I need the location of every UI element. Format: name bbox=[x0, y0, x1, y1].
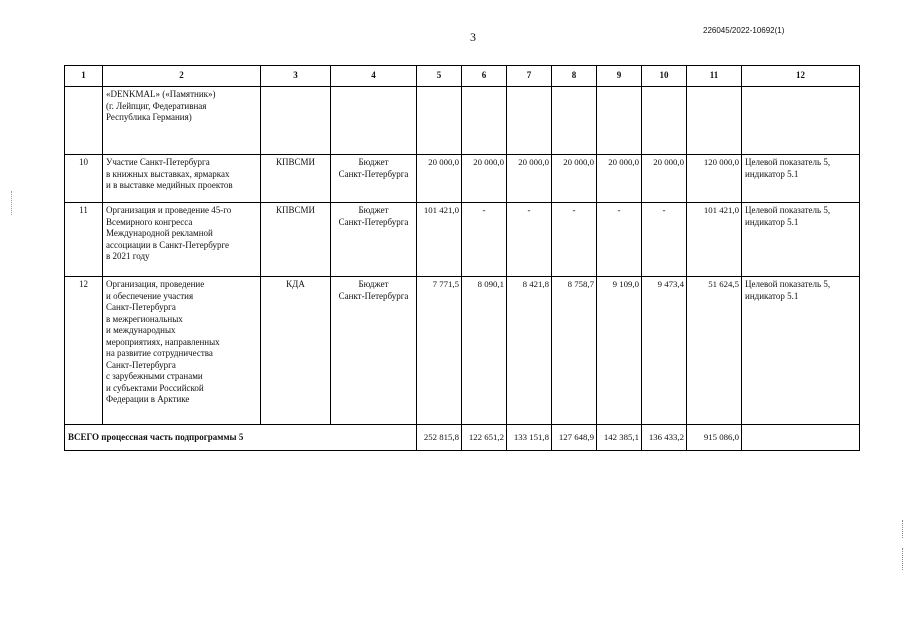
value-cell: - bbox=[552, 203, 597, 277]
row-number: 11 bbox=[65, 203, 103, 277]
total-cell: 142 385,1 bbox=[597, 425, 642, 451]
column-header: 12 bbox=[742, 66, 860, 87]
value-cell bbox=[417, 87, 462, 155]
column-header: 6 bbox=[462, 66, 507, 87]
column-header: 9 bbox=[597, 66, 642, 87]
activity-name: «DENKMAL» («Памятник») (г. Лейпциг, Федеративная Республика Германия) bbox=[103, 87, 261, 155]
column-header: 8 bbox=[552, 66, 597, 87]
value-cell bbox=[552, 87, 597, 155]
scan-edge-mark bbox=[902, 520, 904, 538]
funding-source bbox=[331, 87, 417, 155]
value-cell: 7 771,5 bbox=[417, 277, 462, 425]
total-row bbox=[65, 425, 860, 451]
header-row bbox=[65, 66, 860, 87]
scan-margin-mark bbox=[11, 191, 13, 215]
empty-cell bbox=[742, 425, 860, 451]
executor bbox=[261, 87, 331, 155]
value-cell: 20 000,0 bbox=[462, 155, 507, 203]
table-row bbox=[65, 203, 860, 277]
total-label: ВСЕГО процессная часть подпрограммы 5 bbox=[65, 425, 417, 451]
value-cell: 20 000,0 bbox=[597, 155, 642, 203]
total-value-cell: 51 624,5 bbox=[687, 277, 742, 425]
value-cell: 20 000,0 bbox=[507, 155, 552, 203]
value-cell: 8 090,1 bbox=[462, 277, 507, 425]
value-cell: 20 000,0 bbox=[552, 155, 597, 203]
total-value-cell: 101 421,0 bbox=[687, 203, 742, 277]
funding-source: Бюджет Санкт-Петербурга bbox=[331, 155, 417, 203]
value-cell: 20 000,0 bbox=[642, 155, 687, 203]
table-row bbox=[65, 87, 860, 155]
page-number: 3 bbox=[470, 30, 476, 44]
total-cell: 252 815,8 bbox=[417, 425, 462, 451]
activity-name: Участие Санкт-Петербурга в книжных выставках, ярмарках и в выставке медийных проектов bbox=[103, 155, 261, 203]
indicator: Целевой показатель 5, индикатор 5.1 bbox=[742, 203, 860, 277]
column-header: 5 bbox=[417, 66, 462, 87]
total-value-cell bbox=[687, 87, 742, 155]
scan-edge-mark bbox=[902, 548, 904, 570]
value-cell: 101 421,0 bbox=[417, 203, 462, 277]
grand-total-cell: 915 086,0 bbox=[687, 425, 742, 451]
total-cell: 122 651,2 bbox=[462, 425, 507, 451]
funding-source: Бюджет Санкт-Петербурга bbox=[331, 203, 417, 277]
row-number bbox=[65, 87, 103, 155]
column-header: 2 bbox=[103, 66, 261, 87]
document-id: 226045/2022-10692(1) bbox=[703, 26, 785, 35]
total-value-cell: 120 000,0 bbox=[687, 155, 742, 203]
value-cell bbox=[507, 87, 552, 155]
executor: КПВСМИ bbox=[261, 155, 331, 203]
value-cell: - bbox=[507, 203, 552, 277]
row-number: 12 bbox=[65, 277, 103, 425]
activity-name: Организация, проведение и обеспечение участия Санкт-Петербурга в межрегиональных и международных мероприятиях, направленных на развитие сотрудничества Санкт-Петербурга с зарубежными странами и субъектами Российской Федерации в Арктике bbox=[103, 277, 261, 425]
total-cell: 136 433,2 bbox=[642, 425, 687, 451]
value-cell: 9 473,4 bbox=[642, 277, 687, 425]
value-cell: 20 000,0 bbox=[417, 155, 462, 203]
column-header: 1 bbox=[65, 66, 103, 87]
program-table bbox=[64, 65, 860, 451]
value-cell bbox=[642, 87, 687, 155]
indicator: Целевой показатель 5, индикатор 5.1 bbox=[742, 277, 860, 425]
value-cell bbox=[597, 87, 642, 155]
executor: КПВСМИ bbox=[261, 203, 331, 277]
row-number: 10 bbox=[65, 155, 103, 203]
column-header: 3 bbox=[261, 66, 331, 87]
value-cell: 9 109,0 bbox=[597, 277, 642, 425]
funding-source: Бюджет Санкт-Петербурга bbox=[331, 277, 417, 425]
column-header: 11 bbox=[687, 66, 742, 87]
total-cell: 133 151,8 bbox=[507, 425, 552, 451]
column-header: 10 bbox=[642, 66, 687, 87]
value-cell: 8 758,7 bbox=[552, 277, 597, 425]
total-cell: 127 648,9 bbox=[552, 425, 597, 451]
executor: КДА bbox=[261, 277, 331, 425]
column-header: 7 bbox=[507, 66, 552, 87]
value-cell: - bbox=[642, 203, 687, 277]
table-row bbox=[65, 277, 860, 425]
table-row bbox=[65, 155, 860, 203]
value-cell: 8 421,8 bbox=[507, 277, 552, 425]
value-cell: - bbox=[597, 203, 642, 277]
column-header: 4 bbox=[331, 66, 417, 87]
activity-name: Организация и проведение 45-го Всемирного конгресса Международной рекламной ассоциации в Санкт-Петербурге в 2021 году bbox=[103, 203, 261, 277]
value-cell: - bbox=[462, 203, 507, 277]
indicator: Целевой показатель 5, индикатор 5.1 bbox=[742, 155, 860, 203]
indicator bbox=[742, 87, 860, 155]
value-cell bbox=[462, 87, 507, 155]
